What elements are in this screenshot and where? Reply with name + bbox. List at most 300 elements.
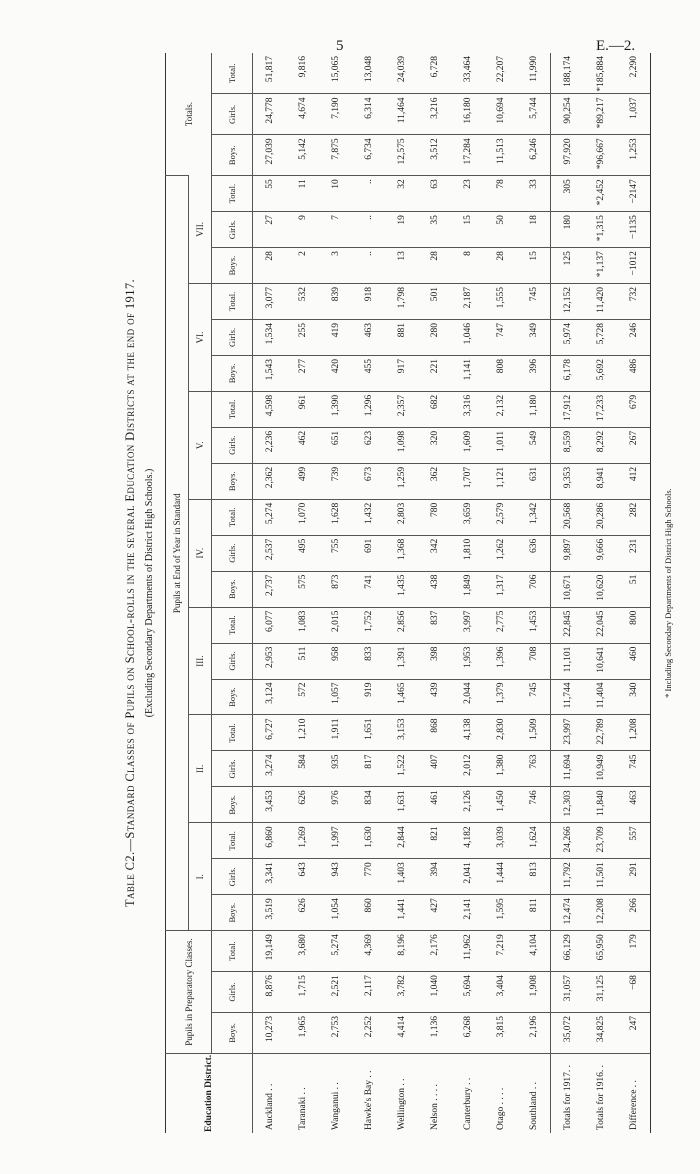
table-cell: 636: [517, 535, 551, 571]
sub-column-header: Total.: [212, 176, 253, 212]
table-cell: 708: [517, 643, 551, 679]
table-cell: 651: [319, 427, 352, 463]
table-cell: 1,403: [385, 859, 418, 895]
table-cell: 1,707: [451, 463, 484, 499]
table-cell: 2,953: [253, 643, 287, 679]
sub-column-header: Total.: [212, 607, 253, 643]
table-cell: 958: [319, 643, 352, 679]
table-cell: 1,380: [484, 751, 517, 787]
table-cell: 439: [418, 679, 451, 715]
table-cell: 1,141: [451, 355, 484, 391]
table-cell: 282: [617, 499, 651, 535]
table-cell: 11,101: [551, 643, 585, 679]
table-cell: 868: [418, 715, 451, 751]
table-cell: 2,537: [253, 535, 287, 571]
table-cell: 463: [352, 320, 385, 356]
table-cell: 2,041: [451, 859, 484, 895]
table-cell: 1,390: [319, 391, 352, 427]
table-cell: 10,949: [584, 751, 617, 787]
table-cell: 28: [253, 248, 287, 284]
table-cell: 463: [617, 787, 651, 823]
table-cell: 3,316: [451, 391, 484, 427]
table-cell: 1,098: [385, 427, 418, 463]
table-cell: 1,715: [286, 972, 319, 1013]
table-cell: 266: [617, 895, 651, 931]
table-cell: 455: [352, 355, 385, 391]
table-cell: 2,126: [451, 787, 484, 823]
table-cell: 2,176: [418, 931, 451, 972]
table-cell: 495: [286, 535, 319, 571]
district-name: Auckland . .: [253, 1053, 287, 1133]
sub-column-header: Boys.: [212, 135, 253, 176]
district-name: Hawke's Bay . .: [352, 1053, 385, 1133]
table-cell: 8,876: [253, 972, 287, 1013]
table-cell: 3,997: [451, 607, 484, 643]
table-cell: 943: [319, 859, 352, 895]
table-cell: 2,141: [451, 895, 484, 931]
table-cell: 3,680: [286, 931, 319, 972]
standard-header: V.: [189, 391, 212, 499]
table-cell: *1,137: [584, 248, 617, 284]
table-cell: 1,259: [385, 463, 418, 499]
table-cell: 23: [451, 176, 484, 212]
table-cell: 22,845: [551, 607, 585, 643]
rotated-table-block: [121, 53, 673, 1133]
table-cell: 277: [286, 355, 319, 391]
table-cell: 246: [617, 320, 651, 356]
table-cell: 2,132: [484, 391, 517, 427]
table-cell: 13: [385, 248, 418, 284]
table-cell: 27: [253, 212, 287, 248]
table-cell: 770: [352, 859, 385, 895]
table-cell: 63: [418, 176, 451, 212]
table-cell: 5,692: [584, 355, 617, 391]
table-cell: 33,464: [462, 56, 473, 83]
table-cell: 763: [517, 751, 551, 787]
table-cell: 2,753: [319, 1012, 352, 1053]
table-cell: *89,217: [584, 94, 617, 135]
table-cell: 22,207: [495, 56, 506, 83]
table-cell: 1,269: [286, 823, 319, 859]
table-cell: 22,045: [584, 607, 617, 643]
district-name: Difference . .: [617, 1053, 651, 1133]
table-cell: 1,070: [286, 499, 319, 535]
table-cell: 486: [617, 355, 651, 391]
table-cell: 10: [319, 176, 352, 212]
sub-column-header: Total.: [212, 931, 253, 972]
table-cell: 221: [418, 355, 451, 391]
table-cell: 745: [517, 679, 551, 715]
sub-column-header: Boys.: [212, 355, 253, 391]
sub-column-header: Girls.: [212, 94, 253, 135]
table-cell: 51,817: [264, 56, 275, 83]
table-cell: 3,153: [385, 715, 418, 751]
district-name: Canterbury . .: [451, 1053, 484, 1133]
table-row: [584, 53, 617, 1133]
table-cell: 255: [286, 320, 319, 356]
district-name: Nelson . . . .: [418, 1053, 451, 1133]
table-cell: 2,803: [385, 499, 418, 535]
table-cell: 420: [319, 355, 352, 391]
table-cell: 34,825: [584, 1012, 617, 1053]
table-cell: 755: [319, 535, 352, 571]
table-row: [385, 53, 418, 1133]
table-cell: 919: [352, 679, 385, 715]
table-cell: 5,142: [286, 135, 319, 176]
sub-column-header: Total.: [212, 715, 253, 751]
table-cell: 511: [286, 643, 319, 679]
table-cell: 732: [617, 284, 651, 320]
table-cell: 2,362: [253, 463, 287, 499]
table-cell: 1,391: [385, 643, 418, 679]
table-cell: 1,253: [617, 135, 651, 176]
table-cell: 32: [385, 176, 418, 212]
table-cell: 427: [418, 895, 451, 931]
table-cell: 1,798: [385, 284, 418, 320]
table-cell: 813: [517, 859, 551, 895]
table-cell: ..: [352, 212, 385, 248]
table-cell: 2,357: [385, 391, 418, 427]
table-cell: 1,630: [352, 823, 385, 859]
table-cell: 739: [319, 463, 352, 499]
table-cell: 6,314: [352, 94, 385, 135]
table-cell: 837: [418, 607, 451, 643]
table-cell: 1,595: [484, 895, 517, 931]
table-cell: 7,219: [484, 931, 517, 972]
table-cell: 188,174: [551, 53, 585, 94]
table-cell: 821: [418, 823, 451, 859]
sub-column-header: Total.: [212, 284, 253, 320]
table-cell: 1,210: [286, 715, 319, 751]
standard-header: II.: [189, 715, 212, 823]
table-cell: 626: [286, 895, 319, 931]
sub-column-header: Boys.: [212, 463, 253, 499]
table-cell: 2,830: [484, 715, 517, 751]
table-cell: 499: [286, 463, 319, 499]
table-cell: *1,315: [584, 212, 617, 248]
table-cell: 1,441: [385, 895, 418, 931]
district-name: Totals for 1917. .: [551, 1053, 585, 1133]
table-cell: 2,044: [451, 679, 484, 715]
standard-header: IV.: [189, 499, 212, 607]
table-cell: 407: [418, 751, 451, 787]
table-cell: 1,450: [484, 787, 517, 823]
sub-column-header: Girls.: [212, 427, 253, 463]
table-cell: 12,474: [551, 895, 585, 931]
table-cell: 1,953: [451, 643, 484, 679]
table-cell: 1,180: [517, 391, 551, 427]
table-cell: 1,037: [617, 94, 651, 135]
table-cell: 1,136: [418, 1012, 451, 1053]
table-cell: 11,744: [551, 679, 585, 715]
sub-column-header: Girls.: [212, 972, 253, 1013]
table-cell: 12,208: [584, 895, 617, 931]
table-cell: 1,396: [484, 643, 517, 679]
table-cell: 1,651: [352, 715, 385, 751]
table-cell: 5,274: [253, 499, 287, 535]
table-cell: 1,534: [253, 320, 287, 356]
table-cell: 1,011: [484, 427, 517, 463]
table-cell: −1012: [617, 248, 651, 284]
table-cell: 631: [517, 463, 551, 499]
table-cell: 4,182: [451, 823, 484, 859]
table-cell: 179: [617, 931, 651, 972]
table-cell: 2,196: [517, 1012, 551, 1053]
table-cell: 961: [286, 391, 319, 427]
table-cell: 501: [418, 284, 451, 320]
table-cell: 10,694: [484, 94, 517, 135]
table-cell: 2,012: [451, 751, 484, 787]
table-cell: 7,875: [319, 135, 352, 176]
table-cell: 19: [385, 212, 418, 248]
table-cell: *185,884: [595, 56, 606, 92]
table-cell: 180: [551, 212, 585, 248]
table-row: [352, 53, 385, 1133]
table-cell: 557: [617, 823, 651, 859]
table-cell: 873: [319, 571, 352, 607]
table-cell: 1,965: [286, 1012, 319, 1053]
table-cell: 679: [617, 391, 651, 427]
table-cell: 1,317: [484, 571, 517, 607]
table-cell: 3,216: [418, 94, 451, 135]
table-cell: 584: [286, 751, 319, 787]
table-cell: 280: [418, 320, 451, 356]
table-cell: 24,039: [396, 56, 407, 83]
table-cell: 800: [617, 607, 651, 643]
table-cell: 5,694: [451, 972, 484, 1013]
table-cell: 438: [418, 571, 451, 607]
table-cell: 808: [484, 355, 517, 391]
table-cell: 28: [418, 248, 451, 284]
table-cell: 33: [517, 176, 551, 212]
table-cell: 6,727: [253, 715, 287, 751]
table-cell: 55: [253, 176, 287, 212]
table-cell: 31,057: [551, 972, 585, 1013]
table-cell: 11,404: [584, 679, 617, 715]
table-cell: 17,284: [451, 135, 484, 176]
table-cell: 412: [617, 463, 651, 499]
table-cell: 3,782: [385, 972, 418, 1013]
table-cell: 8: [451, 248, 484, 284]
table-cell: 12,575: [385, 135, 418, 176]
table-cell: 12,152: [551, 284, 585, 320]
table-cell: 4,369: [352, 931, 385, 972]
sub-column-header: Total.: [212, 53, 253, 94]
table-cell: 462: [286, 427, 319, 463]
table-cell: 291: [617, 859, 651, 895]
table-cell: 90,254: [551, 94, 585, 135]
table-cell: 35: [418, 212, 451, 248]
table-cell: 1,628: [319, 499, 352, 535]
table-cell: 860: [352, 895, 385, 931]
table-cell: 10,671: [551, 571, 585, 607]
table-cell: 1,368: [385, 535, 418, 571]
sub-column-header: Total.: [212, 391, 253, 427]
table-cell: 2,856: [385, 607, 418, 643]
table-cell: 20,568: [551, 499, 585, 535]
sub-column-header: Girls.: [212, 212, 253, 248]
table-cell: 394: [418, 859, 451, 895]
table-cell: 11,694: [551, 751, 585, 787]
table-row: [319, 53, 352, 1133]
table-row: [551, 53, 585, 1133]
table-cell: 2,737: [253, 571, 287, 607]
table-cell: 7,190: [319, 94, 352, 135]
table-cell: 3,341: [253, 859, 287, 895]
table-cell: 575: [286, 571, 319, 607]
table-cell: 28: [484, 248, 517, 284]
table-cell: 2,290: [617, 53, 651, 94]
table-cell: 15,065: [330, 56, 341, 83]
sub-column-header: Girls.: [212, 751, 253, 787]
table-cell: 3,659: [451, 499, 484, 535]
table-cell: 17,912: [551, 391, 585, 427]
table-cell: 1,624: [517, 823, 551, 859]
table-cell: 16,180: [451, 94, 484, 135]
district-name: Otago . . . .: [484, 1053, 517, 1133]
table-cell: 9,353: [551, 463, 585, 499]
table-row: [451, 53, 484, 1133]
table-cell: 24,778: [253, 94, 287, 135]
table-cell: 745: [517, 284, 551, 320]
table-cell: 9,666: [584, 535, 617, 571]
table-cell: 247: [617, 1012, 651, 1053]
prep-classes-header: Pupils in Preparatory Classes.: [166, 931, 212, 1054]
table-cell: 3: [319, 248, 352, 284]
table-cell: 4,598: [253, 391, 287, 427]
table-cell: 11,990: [528, 56, 539, 82]
table-cell: 11,464: [385, 94, 418, 135]
table-cell: 917: [385, 355, 418, 391]
table-cell: 17,233: [584, 391, 617, 427]
sub-column-header: Boys.: [212, 895, 253, 931]
table-cell: 460: [617, 643, 651, 679]
table-cell: 746: [517, 787, 551, 823]
table-cell: 532: [286, 284, 319, 320]
table-cell: 549: [517, 427, 551, 463]
table-cell: 839: [319, 284, 352, 320]
table-cell: 1,453: [517, 607, 551, 643]
table-cell: 419: [319, 320, 352, 356]
table-cell: 1,509: [517, 715, 551, 751]
table-cell: 1,444: [484, 859, 517, 895]
table-cell: 15: [517, 248, 551, 284]
table-cell: 935: [319, 751, 352, 787]
table-cell: 342: [418, 535, 451, 571]
table-row: [418, 53, 451, 1133]
table-cell: 11,501: [584, 859, 617, 895]
table-cell: 1,752: [352, 607, 385, 643]
sub-column-header: Total.: [212, 823, 253, 859]
table-cell: 10,273: [253, 1012, 287, 1053]
sub-column-header: Girls.: [212, 320, 253, 356]
table-cell: 1,555: [484, 284, 517, 320]
table-cell: 11,840: [584, 787, 617, 823]
table-cell: 2,521: [319, 972, 352, 1013]
table-cell: 1,522: [385, 751, 418, 787]
table-cell: 2,844: [385, 823, 418, 859]
district-name: Taranaki . .: [286, 1053, 319, 1133]
table-cell: 1,262: [484, 535, 517, 571]
table-cell: 1,465: [385, 679, 418, 715]
district-name: Southland . .: [517, 1053, 551, 1133]
table-cell: 1,908: [517, 972, 551, 1013]
table-cell: 3,039: [484, 823, 517, 859]
table-cell: 682: [418, 391, 451, 427]
table-cell: 918: [352, 284, 385, 320]
table-cell: 3,404: [484, 972, 517, 1013]
table-cell: 2,117: [352, 972, 385, 1013]
table-cell: 626: [286, 787, 319, 823]
table-cell: 706: [517, 571, 551, 607]
table-cell: 51: [617, 571, 651, 607]
standard-group-header: Pupils at End of Year in Standard: [166, 176, 189, 931]
table-cell: 11,513: [484, 135, 517, 176]
table-cell: 747: [484, 320, 517, 356]
table-row: [517, 53, 551, 1133]
table-cell: 398: [418, 643, 451, 679]
table-cell: 1,121: [484, 463, 517, 499]
table-cell: 1,435: [385, 571, 418, 607]
table-cell: 3,124: [253, 679, 287, 715]
table-cell: 745: [617, 751, 651, 787]
table-cell: 6,178: [551, 355, 585, 391]
table-cell: 10,620: [584, 571, 617, 607]
table-cell: 3,274: [253, 751, 287, 787]
table-cell: 1,379: [484, 679, 517, 715]
table-cell: 811: [517, 895, 551, 931]
table-cell: 1,046: [451, 320, 484, 356]
footnote: * Including Secondary Departments of District High Schools.: [663, 488, 673, 698]
sub-column-header: Boys.: [212, 787, 253, 823]
table-cell: 31,125: [584, 972, 617, 1013]
table-cell: 1,543: [253, 355, 287, 391]
sub-column-header: Boys.: [212, 679, 253, 715]
table-cell: 691: [352, 535, 385, 571]
table-cell: 24,266: [551, 823, 585, 859]
table-cell: 741: [352, 571, 385, 607]
table-cell: 461: [418, 787, 451, 823]
table-cell: 9,816: [297, 56, 308, 78]
table-cell: 267: [617, 427, 651, 463]
table-cell: 10,641: [584, 643, 617, 679]
table-cell: 834: [352, 787, 385, 823]
table-cell: 65,950: [584, 931, 617, 972]
table-cell: 11,962: [451, 931, 484, 972]
table-cell: 20,286: [584, 499, 617, 535]
table-cell: 15: [451, 212, 484, 248]
table-cell: 2: [286, 248, 319, 284]
table-cell: 1,208: [617, 715, 651, 751]
table-cell: 2,252: [352, 1012, 385, 1053]
table-cell: *2,452: [584, 176, 617, 212]
table-cell: 4,414: [385, 1012, 418, 1053]
table-cell: ..: [352, 248, 385, 284]
table-cell: 4,104: [517, 931, 551, 972]
table-cell: 4,138: [451, 715, 484, 751]
table-cell: 3,815: [484, 1012, 517, 1053]
sub-column-header: Boys.: [212, 248, 253, 284]
table-cell: 8,196: [385, 931, 418, 972]
district-name: Wellington . .: [385, 1053, 418, 1133]
table-cell: 320: [418, 427, 451, 463]
standard-header: III.: [189, 607, 212, 715]
page-reference: E.—2.: [596, 38, 636, 54]
table-cell: 1,083: [286, 607, 319, 643]
table-cell: 340: [617, 679, 651, 715]
table-cell: 643: [286, 859, 319, 895]
table-cell: 8,292: [584, 427, 617, 463]
